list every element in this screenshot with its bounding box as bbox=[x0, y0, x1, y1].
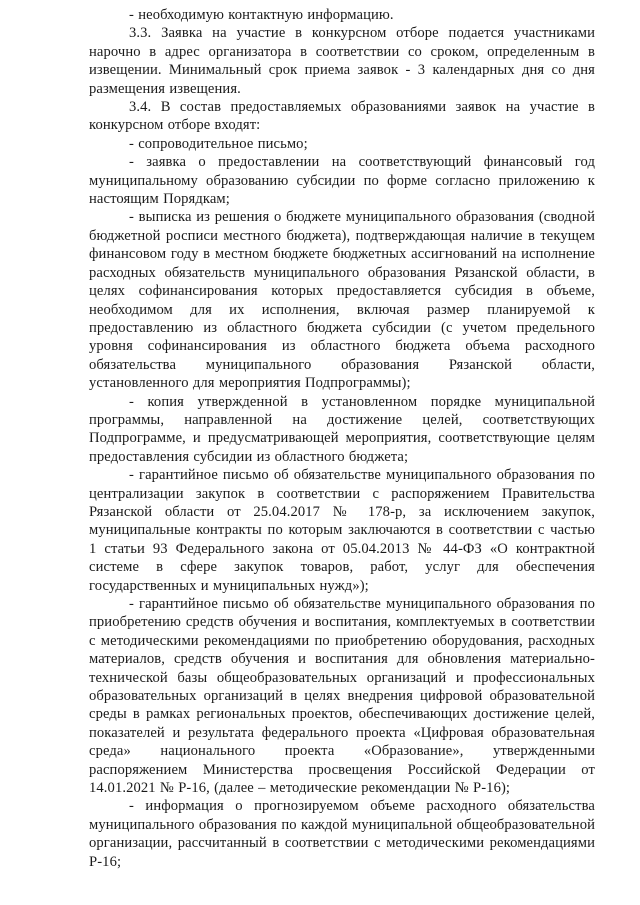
clause-3-3: 3.3. Заявка на участие в конкурсном отборе подается участниками нарочно в адрес организатора в соответствии со сроком, определенным в извещении. Минимальный срок приема заявок - 3 календарных дня со дня размещения извещения. bbox=[89, 25, 595, 97]
clause-3-4: 3.4. В состав предоставляемых образованиями заявок на участие в конкурсном отборе входят: bbox=[89, 99, 595, 134]
document-body bbox=[89, 6, 595, 871]
list-item-subsidy-application: - заявка о предоставлении на соответствующий финансовый год муниципальному образованию субсидии по форме согласно приложению к настоящим Порядкам; bbox=[89, 154, 595, 208]
list-item-cover-letter: - сопроводительное письмо; bbox=[129, 135, 308, 152]
contact-info-item: - необходимую контактную информацию. bbox=[129, 7, 394, 23]
list-item-procurement-guarantee: - гарантийное письмо об обязательстве муниципального образования по централизации закупок в соответствии с распоряжением Правительства Рязанской области от 25.04.2017 № 178-р, за исключением закупок, муниципальные контракты по которым заключаются в соответствии с частью 1 статьи 93 Федерального закона от 05.04.2013 № 44-ФЗ «О контрактной системе в сфере закупок товаров, работ, услуг для обеспечения государственных и муниципальных нужд»); bbox=[89, 467, 595, 594]
list-item-expenditure-forecast: - информация о прогнозируемом объеме расходного обязательства муниципального образования по каждой муниципальной общеобразовательной организации, рассчитанный в соответствии с методическими рекомендациями Р-16; bbox=[89, 798, 595, 870]
list-item-budget-extract: - выписка из решения о бюджете муниципального образования (сводной бюджетной росписи местного бюджета), подтверждающая наличие в текущем финансовом году в местном бюджете бюджетных ассигнований на исполнение расходных обязательств муниципального образования Рязанской области, в целях софинансирования которых предоставляется субсидия в объеме, необходимом для их исполнения, включая размер планируемой к предоставлению из областного бюджета субсидии (с учетом предельного уровня софинансирования из областного бюджета объема расходного обязательства муниципального образования Рязанской области, установленного для мероприятия Подпрограммы); bbox=[89, 209, 595, 392]
list-item-equipment-guarantee: - гарантийное письмо об обязательстве муниципального образования по приобретению средств обучения и воспитания, комплектуемых в соответствии с методическими рекомендациями по приобретению оборудования, расходных материалов, средств обучения и воспитания для обновления материально-технической базы общеобразовательных организаций и профессиональных образовательных организаций в целях внедрения цифровой образовательной среды в рамках региональных проектов, обеспечивающих достижение целей, показателей и результата федерального проекта «Цифровая образовательная среда» национального проекта «Образование», утвержденными распоряжением Министерства просвещения Российской Федерации от 14.01.2021 № Р-16, (далее – методические рекомендации № Р-16); bbox=[89, 596, 595, 797]
list-item-municipal-program: - копия утвержденной в установленном порядке муниципальной программы, направленной на достижение целей, соответствующих Подпрограмме, и предусматривающей мероприятия, соответствующие целям предоставления субсидии из областного бюджета; bbox=[89, 393, 595, 465]
